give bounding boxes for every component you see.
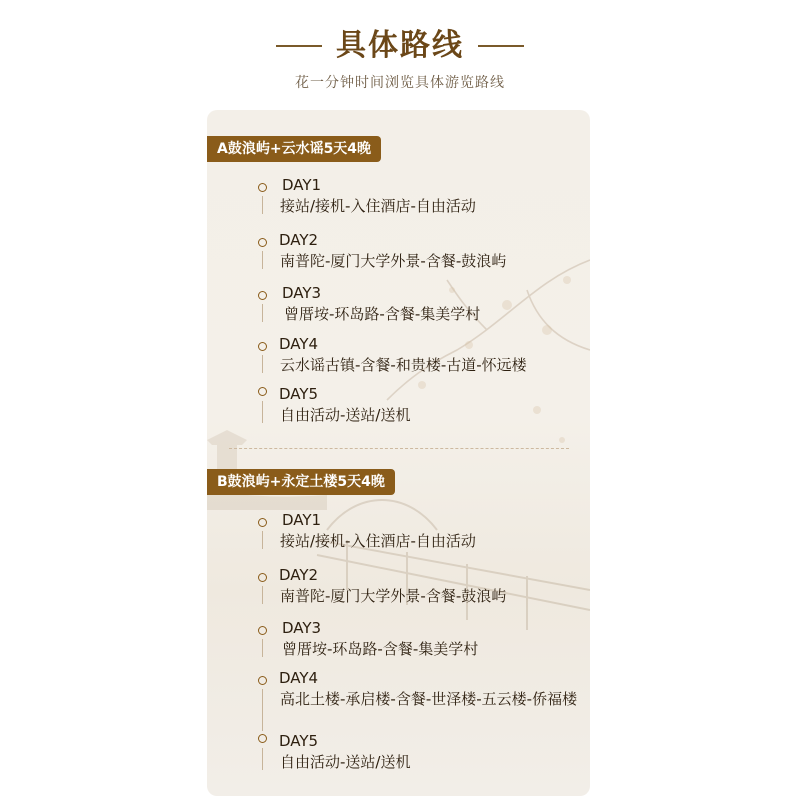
timeline-dot — [258, 676, 267, 685]
day-description: 南普陀-厦门大学外景-含餐-鼓浪屿 — [280, 587, 507, 605]
header — [0, 0, 800, 110]
day-number: DAY3 — [282, 619, 322, 637]
day-number: DAY1 — [282, 511, 322, 529]
day-number: DAY5 — [279, 385, 319, 403]
title-row — [0, 26, 800, 66]
page-title: 具体路线 — [336, 28, 464, 63]
timeline-dot — [258, 238, 267, 247]
route-a-label: A鼓浪屿+云水谣5天4晚 — [207, 136, 381, 162]
day-description: 南普陀-厦门大学外景-含餐-鼓浪屿 — [280, 252, 507, 270]
timeline-line — [262, 401, 263, 423]
day-description: 云水谣古镇-含餐-和贵楼-古道-怀远楼 — [280, 356, 527, 374]
timeline-line — [262, 639, 263, 657]
day-description: 自由活动-送站/送机 — [280, 406, 411, 424]
timeline-line — [262, 355, 263, 373]
timeline-dot — [258, 387, 267, 396]
timeline-dot — [258, 183, 267, 192]
day-description: 自由活动-送站/送机 — [280, 753, 411, 771]
timeline-line — [262, 531, 263, 549]
day-number: DAY2 — [279, 566, 319, 584]
timeline-line — [262, 251, 263, 269]
timeline-dot — [258, 734, 267, 743]
day-number: DAY1 — [282, 176, 322, 194]
timeline-line — [262, 586, 263, 604]
timeline-dot — [258, 291, 267, 300]
day-number: DAY4 — [279, 669, 319, 687]
timeline-dot — [258, 573, 267, 582]
day-number: DAY2 — [279, 231, 319, 249]
day-description: 曾厝垵-环岛路-含餐-集美学村 — [282, 640, 479, 658]
timeline-dot — [258, 626, 267, 635]
title-left-line — [276, 45, 322, 47]
route-divider — [229, 448, 569, 449]
timeline-line — [262, 196, 263, 214]
timeline-dot — [258, 518, 267, 527]
day-description: 曾厝垵-环岛路-含餐-集美学村 — [284, 305, 481, 323]
route-b-label: B鼓浪屿+永定土楼5天4晚 — [207, 469, 395, 495]
page-subtitle: 花一分钟时间浏览具体游览路线 — [295, 75, 505, 91]
title-right-line — [478, 45, 524, 47]
timeline-line — [262, 748, 263, 770]
day-description: 接站/接机-入住酒店-自由活动 — [280, 197, 476, 215]
itinerary-panel — [207, 110, 590, 796]
day-description: 高北土楼-承启楼-含餐-世泽楼-五云楼-侨福楼 — [280, 690, 578, 708]
day-description: 接站/接机-入住酒店-自由活动 — [280, 532, 476, 550]
day-number: DAY3 — [282, 284, 322, 302]
day-number: DAY5 — [279, 732, 319, 750]
timeline-line — [262, 304, 263, 322]
day-number: DAY4 — [279, 335, 319, 353]
timeline-dot — [258, 342, 267, 351]
timeline-line — [262, 689, 263, 731]
